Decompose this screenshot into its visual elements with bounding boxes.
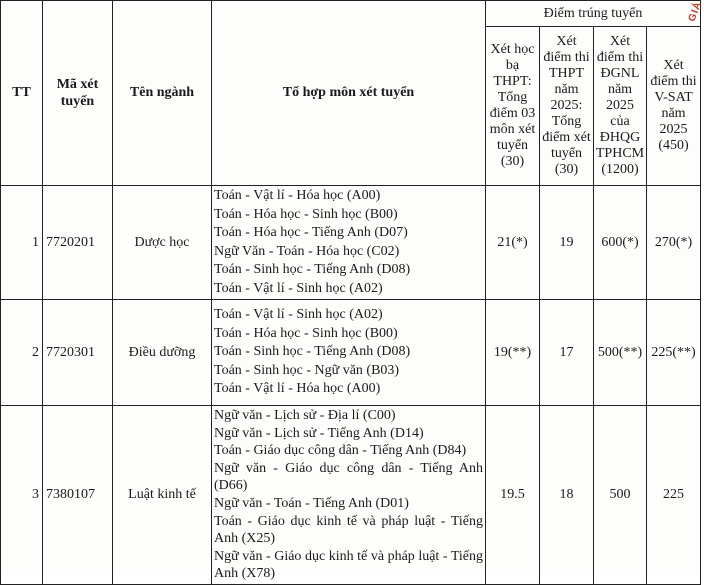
- combo-item: Toán - Giáo dục kinh tế và pháp luật - Tiếng Anh (X25): [214, 513, 483, 547]
- row-code: 7380107: [43, 406, 113, 585]
- stamp-text: GIÁ: [686, 0, 704, 24]
- score-hocba: 21(*): [486, 186, 540, 300]
- combo-item: Toán - Hóa học - Tiếng Anh (D07): [214, 225, 408, 240]
- combo-item: Toán - Hóa học - Sinh học (B00): [214, 325, 398, 341]
- score-vsat: 225: [647, 406, 701, 585]
- combo-item: Toán - Giáo dục công dân - Tiếng Anh (D84): [214, 443, 467, 459]
- score-thpt: 19: [540, 186, 594, 300]
- combo-item: Toán - Vật lí - Hóa học (A00): [214, 381, 381, 397]
- combo-item: Toán - Sinh học - Tiếng Anh (D08): [214, 262, 411, 277]
- table-row: [1, 300, 701, 406]
- score-hocba: 19.5: [486, 406, 540, 585]
- combo-item: Toán - Sinh học - Tiếng Anh (D08): [214, 344, 411, 360]
- combo-item: Toán - Vật lí - Hóa học (A00): [214, 188, 381, 203]
- score-dgnl: 500: [594, 406, 647, 585]
- header-score-hocba: Xét học bạ THPT: Tổng điểm 03 môn xét tuyển (30): [486, 27, 540, 186]
- header-combo: Tổ hợp môn xét tuyển: [212, 1, 486, 186]
- score-thpt: 17: [540, 300, 594, 406]
- row-major: Dược học: [113, 186, 212, 300]
- row-combos: [212, 300, 486, 406]
- combo-item: Ngữ văn - Lịch sử - Địa lí (C00): [214, 408, 396, 423]
- combo-item: Toán - Vật lí - Sinh học (A02): [214, 307, 383, 323]
- row-combos: [212, 186, 486, 300]
- combo-item: Ngữ Văn - Toán - Hóa học (C02): [214, 243, 400, 259]
- row-code: 7720201: [43, 186, 113, 300]
- score-dgnl: 500(**): [594, 300, 647, 406]
- combo-item: Toán - Sinh học - Ngữ văn (B03): [214, 362, 400, 378]
- row-tt: 3: [1, 406, 43, 585]
- combo-item: Ngữ văn - Giáo dục kinh tế và pháp luật - Tiếng Anh (X78): [214, 548, 483, 582]
- row-major: Điều dưỡng: [113, 300, 212, 406]
- combo-item: Toán - Hóa học - Sinh học (B00): [214, 206, 398, 222]
- row-combos: [212, 406, 486, 585]
- table-row: [1, 186, 701, 300]
- header-tt: TT: [1, 1, 43, 186]
- header-score-group: Điểm trúng tuyển: [486, 1, 701, 27]
- row-tt: 1: [1, 186, 43, 300]
- combo-item: Ngữ văn - Lịch sử - Tiếng Anh (D14): [214, 425, 424, 441]
- combo-item: Toán - Vật lí - Sinh học (A02): [214, 280, 383, 296]
- red-stamp-fragment: [678, 0, 704, 40]
- header-score-dgnl: Xét điểm thi ĐGNL năm 2025 của ĐHQG TPHCM (1200): [594, 27, 647, 186]
- row-major: Luật kinh tế: [113, 406, 212, 585]
- score-vsat: 270(*): [647, 186, 701, 300]
- header-score-thpt: Xét điểm thi THPT năm 2025: Tổng điểm xét tuyển (30): [540, 27, 594, 186]
- score-vsat: 225(**): [647, 300, 701, 406]
- score-dgnl: 600(*): [594, 186, 647, 300]
- row-tt: 2: [1, 300, 43, 406]
- score-thpt: 18: [540, 406, 594, 585]
- combo-item: Ngữ văn - Toán - Tiếng Anh (D01): [214, 495, 409, 511]
- header-major: Tên ngành: [113, 1, 212, 186]
- header-score-vsat: Xét điểm thi V-SAT năm 2025 (450): [647, 27, 701, 186]
- combo-item: Ngữ văn - Giáo dục công dân - Tiếng Anh (D66): [214, 460, 483, 494]
- table-row: [1, 406, 701, 585]
- score-hocba: 19(**): [486, 300, 540, 406]
- header-code: Mã xét tuyển: [43, 1, 113, 186]
- row-code: 7720301: [43, 300, 113, 406]
